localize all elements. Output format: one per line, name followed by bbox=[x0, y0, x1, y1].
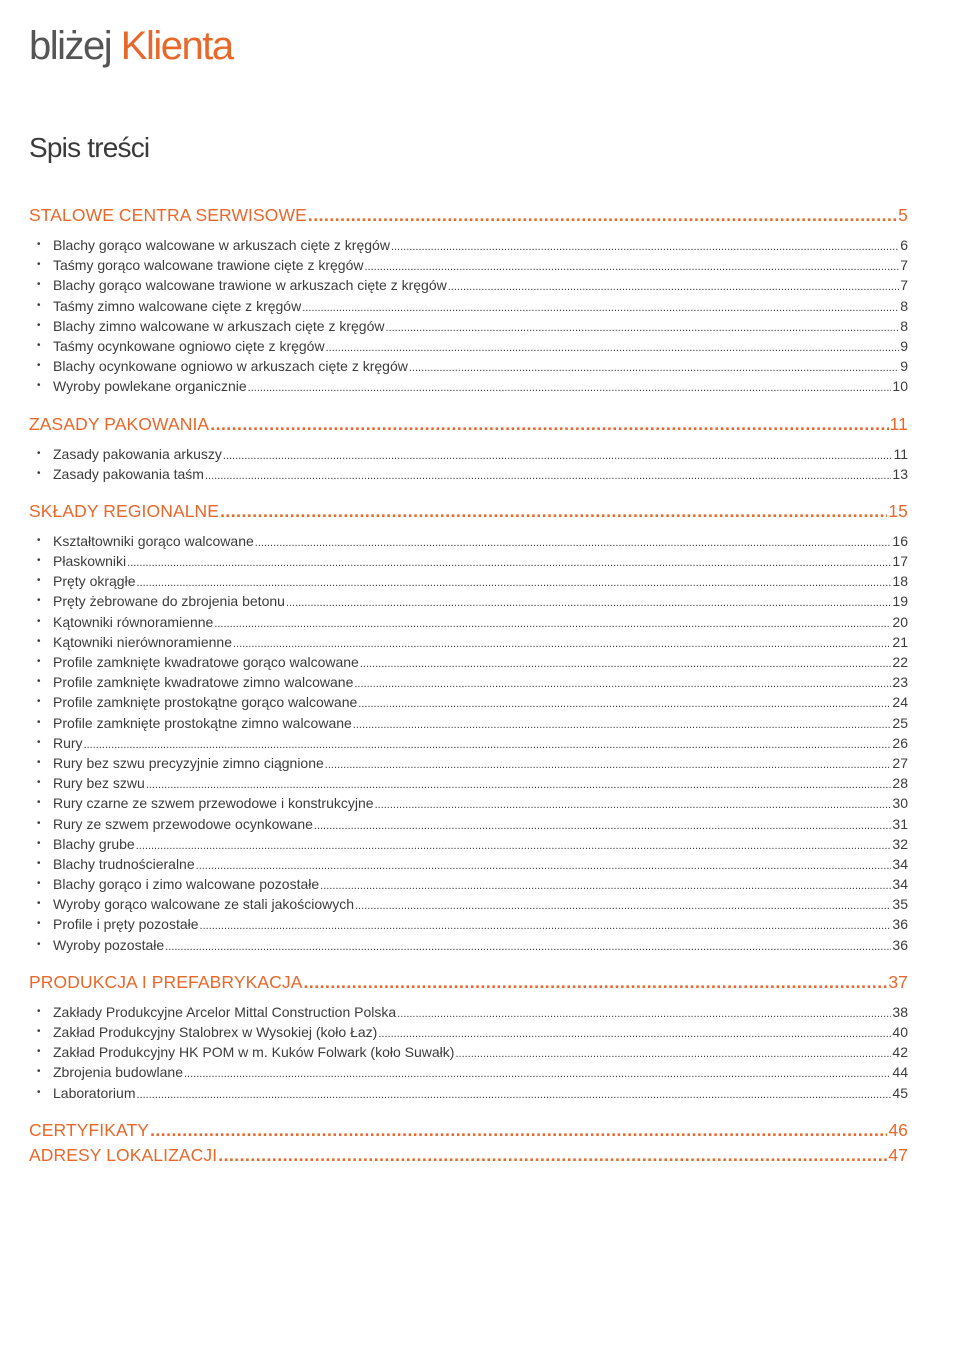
toc-item-title: • Pręty okrągłe bbox=[53, 573, 136, 590]
toc-item-title: • Blachy gorąco i zimo walcowane pozostałe bbox=[53, 876, 320, 893]
toc-item-leader bbox=[391, 237, 899, 257]
toc-item[interactable] bbox=[29, 773, 908, 793]
section-heading-leader bbox=[220, 499, 887, 523]
toc-item-page: 18 bbox=[892, 573, 908, 590]
section-heading-title: ADRESY LOKALIZACJI bbox=[29, 1144, 218, 1165]
toc-item-page: 34 bbox=[892, 855, 908, 872]
toc-item-page: 13 bbox=[892, 465, 908, 482]
toc-item[interactable] bbox=[29, 612, 908, 632]
toc-item-page: 24 bbox=[892, 694, 908, 711]
toc-item-leader bbox=[233, 634, 891, 654]
toc-item-page: 16 bbox=[892, 532, 908, 549]
section-heading[interactable] bbox=[29, 970, 908, 994]
toc-item-title: • Laboratorium bbox=[53, 1084, 136, 1101]
toc-item-page: 10 bbox=[892, 378, 908, 395]
toc-item-page: 26 bbox=[892, 734, 908, 751]
toc-item[interactable] bbox=[29, 713, 908, 733]
toc-item[interactable] bbox=[29, 1022, 908, 1042]
toc-item-page: 20 bbox=[892, 613, 908, 630]
toc-item-leader bbox=[326, 338, 900, 358]
toc-item-leader bbox=[200, 916, 892, 936]
section-heading-leader bbox=[210, 412, 888, 436]
toc-item-leader bbox=[314, 816, 892, 836]
toc-item[interactable] bbox=[29, 854, 908, 874]
toc-item-page: 6 bbox=[900, 237, 908, 253]
section-heading-leader bbox=[218, 1143, 887, 1167]
toc-item-leader bbox=[137, 1085, 892, 1105]
section-heading[interactable] bbox=[29, 203, 908, 227]
toc-item-title: • Rury ze szwem przewodowe ocynkowane bbox=[53, 815, 313, 832]
section-heading-leader bbox=[308, 203, 897, 227]
toc-item-leader bbox=[353, 715, 892, 735]
section-heading-title: CERTYFIKATY bbox=[29, 1119, 150, 1140]
toc-item-title: • Profile zamknięte prostokątne gorąco walcowane bbox=[53, 694, 358, 711]
toc-item[interactable] bbox=[29, 531, 908, 551]
toc-item-page: 28 bbox=[892, 775, 908, 792]
section-heading-title: PRODUKCJA I PREFABRYKACJA bbox=[29, 971, 303, 992]
toc-item-page: 19 bbox=[892, 593, 908, 610]
toc-item[interactable] bbox=[29, 255, 908, 275]
section-heading-page: 11 bbox=[889, 413, 908, 434]
section-heading-page: 47 bbox=[888, 1144, 908, 1165]
section-heading[interactable] bbox=[29, 412, 908, 436]
toc-item-title: • Blachy grube bbox=[53, 835, 135, 852]
toc-item-page: 40 bbox=[892, 1024, 908, 1040]
toc-item[interactable] bbox=[29, 591, 908, 611]
toc-item-leader bbox=[364, 257, 899, 277]
toc-item-leader bbox=[302, 298, 899, 318]
toc-item-title: • Profile zamknięte kwadratowe zimno walcowane bbox=[53, 674, 354, 691]
brand-part2: Klienta bbox=[120, 24, 233, 68]
section-heading-leader bbox=[150, 1118, 887, 1142]
toc-item-page: 35 bbox=[892, 896, 908, 913]
toc-item-leader bbox=[385, 318, 899, 338]
toc-item-title: • Taśmy gorąco walcowane trawione cięte z kręgów bbox=[53, 257, 364, 274]
toc-item-page: 38 bbox=[892, 1003, 908, 1020]
toc-item-title: • Pręty żebrowane do zbrojenia betonu bbox=[53, 593, 285, 610]
page-title: Spis treści bbox=[29, 132, 150, 163]
brand-part1: bliżej bbox=[29, 24, 112, 68]
toc-item-page: 34 bbox=[892, 876, 908, 893]
toc-item[interactable] bbox=[29, 692, 908, 712]
toc-item[interactable] bbox=[29, 1042, 908, 1062]
toc-item-page: 45 bbox=[892, 1084, 908, 1101]
toc-item-leader bbox=[184, 1064, 891, 1084]
toc-item[interactable] bbox=[29, 1002, 908, 1022]
section-heading[interactable] bbox=[29, 499, 908, 523]
toc-item-title: • Taśmy zimno walcowane cięte z kręgów bbox=[53, 297, 302, 314]
toc-item-leader bbox=[455, 1044, 891, 1064]
toc-item[interactable] bbox=[29, 571, 908, 591]
toc-item-title: • Blachy gorąco walcowane trawione w arkuszach cięte z kręgów bbox=[53, 277, 447, 294]
toc-item-page: 7 bbox=[900, 257, 908, 274]
toc-item-title: • Blachy trudnościeralne bbox=[53, 855, 195, 872]
toc-item-page: 23 bbox=[892, 674, 908, 691]
toc-item-title: • Wyroby pozostałe bbox=[53, 936, 165, 953]
toc-item[interactable] bbox=[29, 874, 908, 894]
toc-item-title: • Zbrojenia budowlane bbox=[53, 1064, 183, 1081]
toc-item-leader bbox=[205, 466, 891, 486]
toc-item-page: 42 bbox=[892, 1044, 908, 1061]
toc-item[interactable] bbox=[29, 753, 908, 773]
toc-item[interactable] bbox=[29, 935, 908, 955]
toc-item-leader bbox=[255, 533, 892, 553]
toc-item-page: 36 bbox=[892, 916, 908, 933]
toc-item-page: 44 bbox=[892, 1064, 908, 1081]
toc-item-title: • Rury bez szwu precyzyjnie zimno ciągnione bbox=[53, 754, 324, 771]
toc-item[interactable] bbox=[29, 376, 908, 396]
section-heading-page: 46 bbox=[888, 1119, 908, 1140]
brand-logo bbox=[29, 22, 233, 70]
toc-item-leader bbox=[127, 553, 891, 573]
toc-item-title: • Blachy gorąco walcowane w arkuszach cięte z kręgów bbox=[53, 237, 390, 253]
toc-item-leader bbox=[360, 654, 892, 674]
toc-item-title: • Blachy zimno walcowane w arkuszach cięte z kręgów bbox=[53, 317, 385, 334]
toc-item-leader bbox=[84, 735, 892, 755]
toc-item-page: 17 bbox=[892, 553, 908, 570]
toc-item-title: • Profile i pręty pozostałe bbox=[53, 916, 199, 933]
toc-item-leader bbox=[375, 795, 892, 815]
toc-item[interactable] bbox=[29, 632, 908, 652]
toc-item-title: • Taśmy ocynkowane ogniowo cięte z kręgów bbox=[53, 337, 325, 354]
toc-item-page: 8 bbox=[900, 297, 908, 314]
toc-item-leader bbox=[286, 593, 891, 613]
toc-item-leader bbox=[354, 674, 891, 694]
toc-item-title: • Wyroby gorąco walcowane ze stali jakościowych bbox=[53, 896, 354, 913]
toc-item-title: • Profile zamknięte prostokątne zimno walcowane bbox=[53, 714, 352, 731]
toc-item-page: 22 bbox=[892, 654, 908, 670]
section-heading-title: STALOWE CENTRA SERWISOWE bbox=[29, 205, 307, 225]
toc-item[interactable] bbox=[29, 356, 908, 376]
toc-item-leader bbox=[196, 856, 892, 876]
toc-item-title: • Zakład Produkcyjny HK POM w m. Kuków Folwark (koło Suwałk) bbox=[53, 1044, 455, 1061]
toc-item-leader bbox=[355, 896, 891, 916]
toc-item-title: • Płaskowniki bbox=[53, 553, 127, 570]
toc-item-page: 11 bbox=[893, 445, 908, 462]
toc-item-page: 31 bbox=[892, 815, 908, 832]
toc-item-leader bbox=[223, 446, 893, 466]
toc-item-leader bbox=[378, 1024, 891, 1044]
toc-item-title: • Rury bbox=[53, 734, 83, 751]
section-heading-page: 5 bbox=[898, 205, 908, 225]
toc-item-title: • Rury czarne ze szwem przewodowe i konstrukcyjne bbox=[53, 795, 374, 812]
toc-item-leader bbox=[136, 836, 892, 856]
toc-item[interactable] bbox=[29, 296, 908, 316]
toc-item-leader bbox=[165, 937, 891, 957]
toc-item-leader bbox=[409, 358, 899, 378]
toc-item-title: • Kształtowniki gorąco walcowane bbox=[53, 532, 254, 549]
toc-item-title: • Kątowniki nierównoramienne bbox=[53, 633, 232, 650]
table-of-contents bbox=[29, 203, 908, 1167]
section-heading-leader bbox=[304, 970, 888, 994]
toc-item-page: 27 bbox=[892, 754, 908, 771]
toc-item[interactable] bbox=[29, 316, 908, 336]
toc-item[interactable] bbox=[29, 814, 908, 834]
toc-item-page: 36 bbox=[892, 936, 908, 953]
toc-item-leader bbox=[320, 876, 891, 896]
toc-item[interactable] bbox=[29, 672, 908, 692]
section-heading-title: SKŁADY REGIONALNE bbox=[29, 500, 220, 521]
toc-item-leader bbox=[146, 775, 892, 795]
toc-item[interactable] bbox=[29, 1083, 908, 1103]
toc-item-title: • Wyroby powlekane organicznie bbox=[53, 378, 247, 395]
section-heading[interactable] bbox=[29, 1118, 908, 1142]
toc-item[interactable] bbox=[29, 733, 908, 753]
toc-item[interactable] bbox=[29, 894, 908, 914]
toc-item-leader bbox=[325, 755, 892, 775]
section-heading-page: 15 bbox=[888, 500, 908, 521]
toc-item-leader bbox=[358, 694, 891, 714]
toc-item[interactable] bbox=[29, 914, 908, 934]
toc-item-title: • Zakłady Produkcyjne Arcelor Mittal Construction Polska bbox=[53, 1003, 397, 1020]
section-heading-page: 37 bbox=[888, 971, 908, 992]
toc-item-leader bbox=[136, 573, 891, 593]
toc-item-title: • Profile zamknięte kwadratowe gorąco walcowane bbox=[53, 654, 359, 670]
toc-item-page: 25 bbox=[892, 714, 908, 731]
toc-item-leader bbox=[397, 1004, 891, 1024]
toc-item-page: 8 bbox=[900, 317, 908, 334]
toc-item-leader bbox=[248, 378, 892, 398]
toc-item-title: • Blachy ocynkowane ogniowo w arkuszach cięte z kręgów bbox=[53, 358, 408, 375]
toc-item[interactable] bbox=[29, 793, 908, 813]
toc-item-page: 21 bbox=[892, 633, 908, 650]
toc-item-title: • Rury bez szwu bbox=[53, 775, 145, 792]
toc-item[interactable] bbox=[29, 652, 908, 672]
toc-item-page: 32 bbox=[892, 835, 908, 852]
toc-item-page: 9 bbox=[900, 358, 908, 375]
section-heading-title: ZASADY PAKOWANIA bbox=[29, 413, 210, 434]
toc-item[interactable] bbox=[29, 275, 908, 295]
toc-item-leader bbox=[214, 614, 891, 634]
toc-item-title: • Kątowniki równoramienne bbox=[53, 613, 214, 630]
toc-item-page: 7 bbox=[900, 277, 908, 294]
toc-item[interactable] bbox=[29, 834, 908, 854]
toc-item[interactable] bbox=[29, 551, 908, 571]
toc-item-title: • Zakład Produkcyjny Stalobrex w Wysokiej (koło Łaz) bbox=[53, 1024, 378, 1040]
toc-item-page: 30 bbox=[892, 795, 908, 812]
toc-item[interactable] bbox=[29, 444, 908, 464]
toc-item-leader bbox=[448, 277, 899, 297]
toc-item[interactable] bbox=[29, 1062, 908, 1082]
toc-item-title: • Zasady pakowania taśm bbox=[53, 465, 204, 482]
toc-item-page: 9 bbox=[900, 337, 908, 354]
toc-item[interactable] bbox=[29, 235, 908, 255]
toc-item[interactable] bbox=[29, 336, 908, 356]
section-heading[interactable] bbox=[29, 1143, 908, 1167]
toc-item-title: • Zasady pakowania arkuszy bbox=[53, 445, 222, 462]
toc-item[interactable] bbox=[29, 464, 908, 484]
